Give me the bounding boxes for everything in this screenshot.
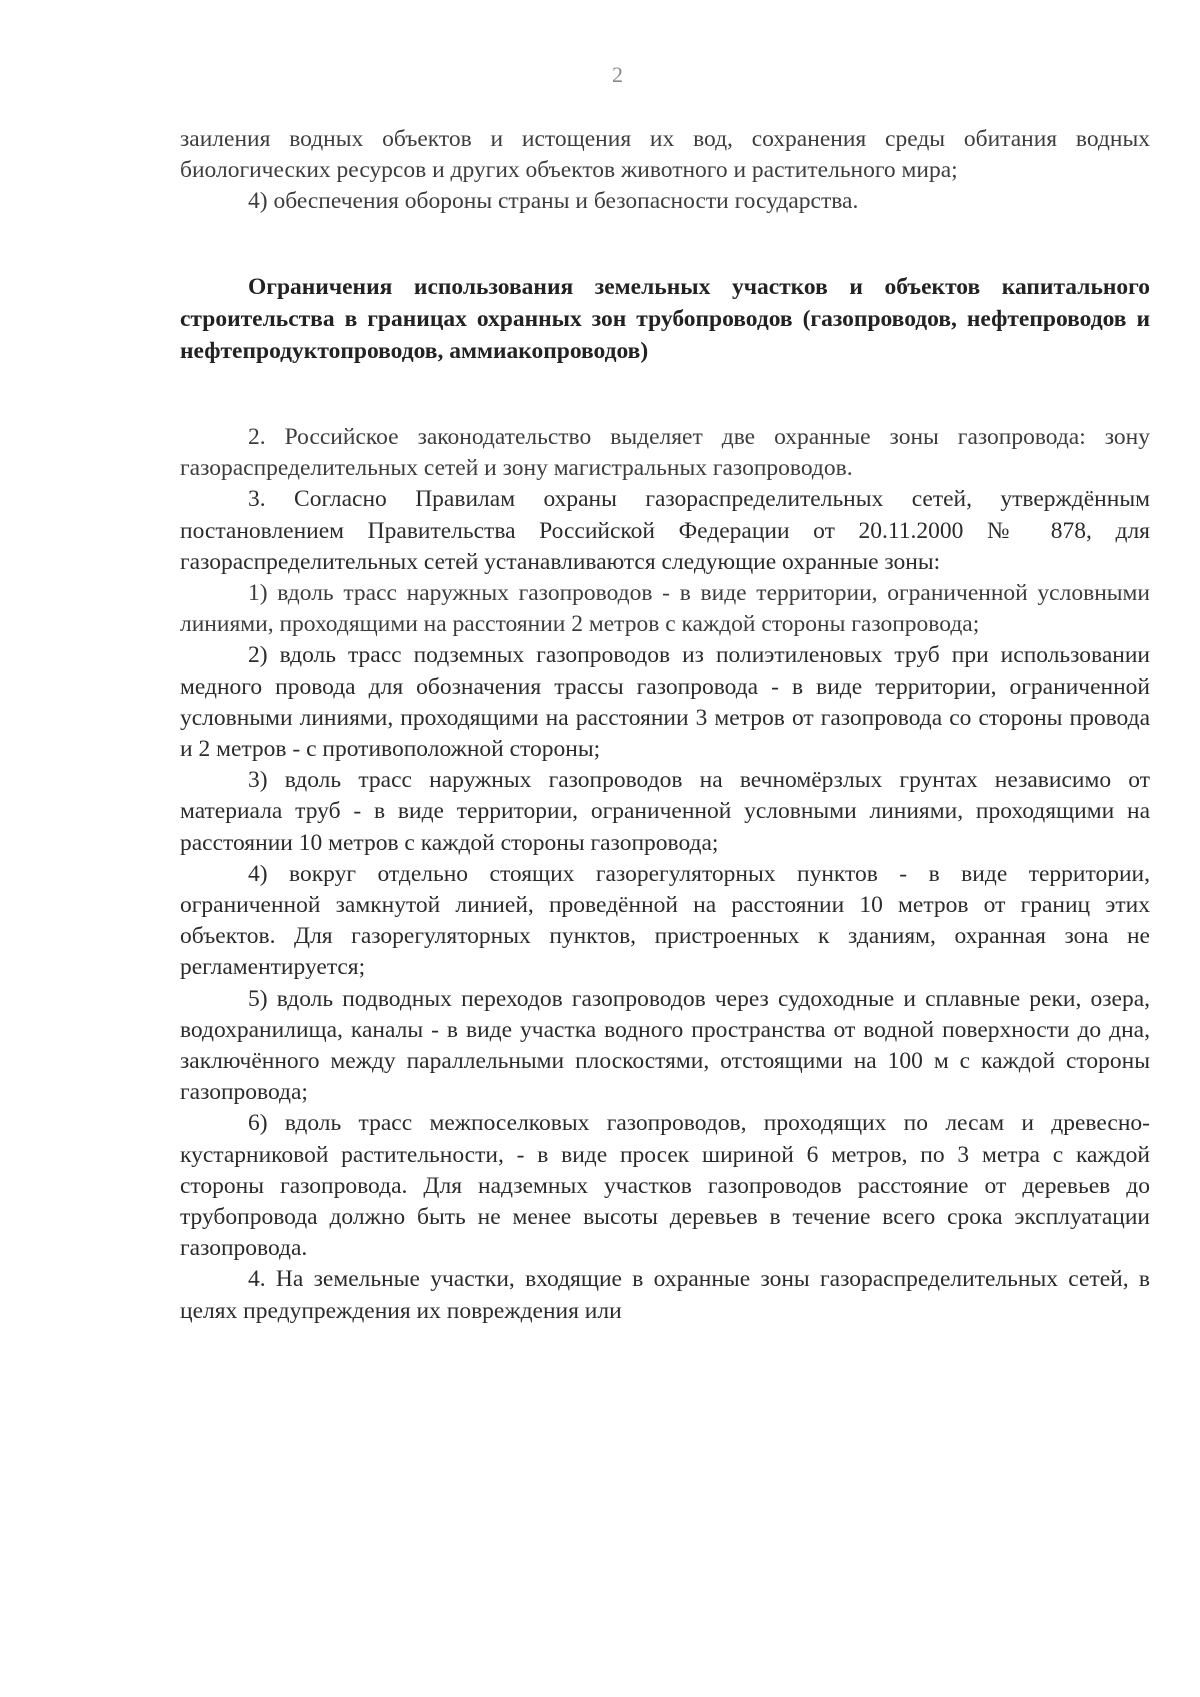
list-item-2: 2) вдоль трасс подземных газопроводов из полиэтиленовых труб при использовании медного провода для обозначения трассы газопровода - в виде территории, ограниченной условными линиями, проходящими на расстоянии 3 метров от газопровода со стороны провода и 2 метров - с противоположной стороны; xyxy=(180,642,1150,763)
list-item-3: 3) вдоль трасс наружных газопроводов на вечномёрзлых грунтах независимо от материала труб - в виде территории, ограниченной условными линиями, проходящими на расстоянии 10 метров с каждой стороны газопровода; xyxy=(180,767,1150,856)
list-item-4: 4) вокруг отдельно стоящих газорегуляторных пунктов - в виде территории, ограниченной замкнутой линией, проведённой на расстоянии 10 метров от границ этих объектов. Для газорегуляторных пунктов, пристроенных к зданиям, охранная зона не регламентируется; xyxy=(180,860,1150,981)
intro-block xyxy=(180,124,1150,218)
paragraph-4: 4. На земельные участки, входящие в охранные зоны газораспределительных сетей, в целях предупреждения их повреждения или xyxy=(180,1266,1150,1324)
paragraph-2: 2. Российское законодательство выделяет две охранные зоны газопровода: зону газораспределительных сетей и зону магистральных газопроводов. xyxy=(180,424,1150,482)
list-item-5: 5) вдоль подводных переходов газопроводов через судоходные и сплавные реки, озера, водохранилища, каналы - в виде участка водного пространства от водной поверхности до дна, заключённого между параллельными плоскостями, отстоящими на 100 м с каждой стороны газопровода; xyxy=(180,985,1150,1106)
section-heading-block xyxy=(180,271,1150,367)
list-item-1: 1) вдоль трасс наружных газопроводов - в виде территории, ограниченной условными линиями, проходящими на расстоянии 2 метров с каждой стороны газопровода; xyxy=(180,580,1150,638)
page-number: 2 xyxy=(612,62,623,87)
main-text-block xyxy=(180,422,1150,1327)
paragraph-3: 3. Согласно Правилам охраны газораспределительных сетей, утверждённым постановлением Правительства Российской Федерации от 20.11.2000 № 878, для газораспределительных сетей устанавливаются следующие охранные зоны: xyxy=(180,486,1150,575)
section-heading: Ограничения использования земельных участков и объектов капитального строительства в границах охранных зон трубопроводов (газопроводов, нефтепроводов и нефтепродуктопроводов, аммиакопроводов) xyxy=(180,274,1150,364)
list-item-6: 6) вдоль трасс межпоселковых газопроводов, проходящих по лесам и древесно-кустарниковой растительности, - в виде просек шириной 6 метров, по 3 метра с каждой стороны газопровода. Для надземных участков газопроводов расстояние от деревьев до трубопровода должно быть не менее высоты деревьев в течение всего срока эксплуатации газопровода. xyxy=(180,1110,1150,1262)
intro-item-4: 4) обеспечения обороны страны и безопасности государства. xyxy=(248,188,859,215)
intro-continuation: заиления водных объектов и истощения их вод, сохранения среды обитания водных биологических ресурсов и других объектов животного и растительного мира; xyxy=(180,126,1150,184)
